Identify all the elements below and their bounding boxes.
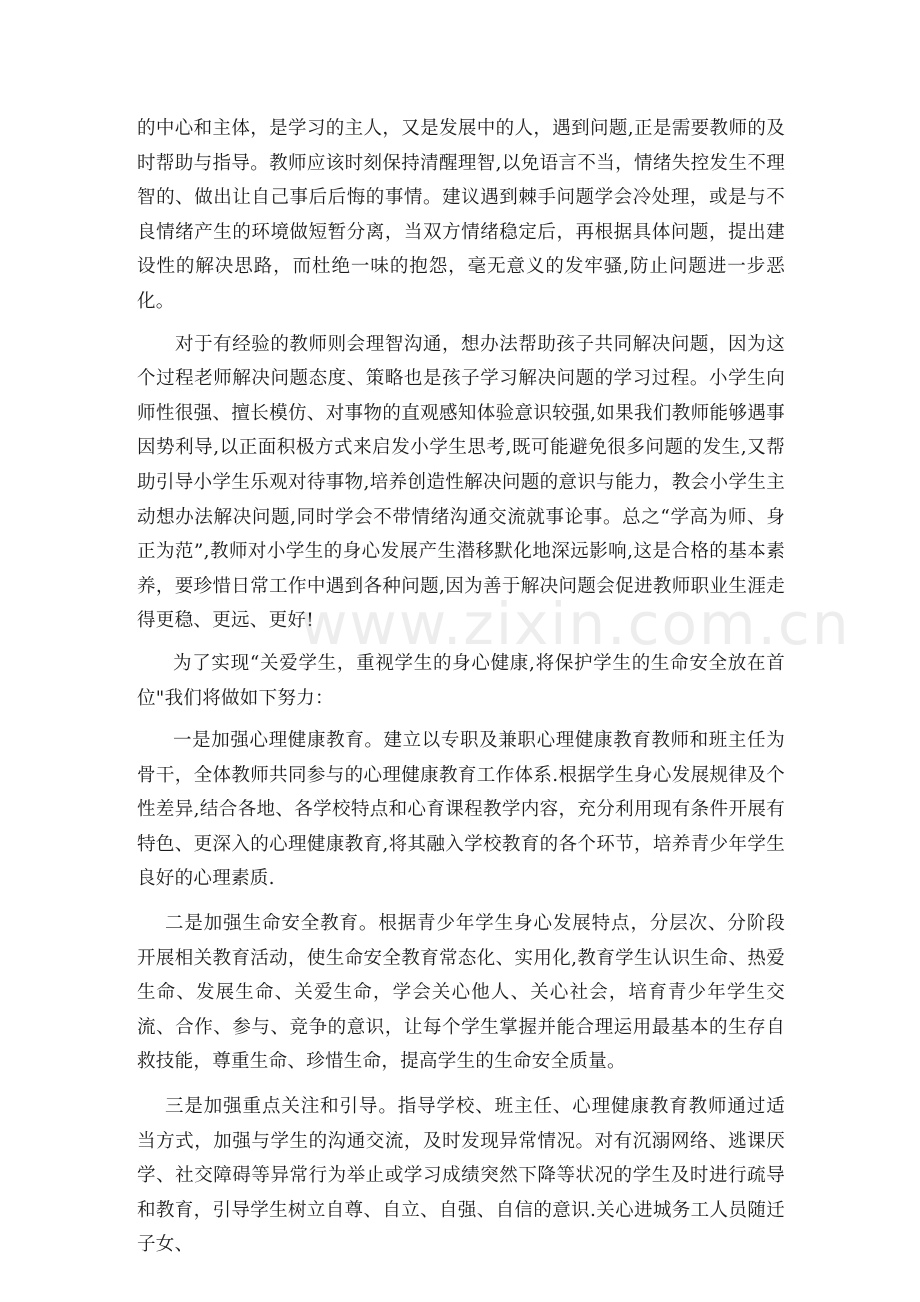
document-body xyxy=(137,112,785,1263)
paragraph-3: 为了实现“关爱学生，重视学生的身心健康,将保护学生的生命安全放在首位"我们将做如下努力： xyxy=(137,652,785,709)
paragraph-2: 对于有经验的教师则会理智沟通，想办法帮助孩子共同解决问题，因为这个过程老师解决问题态度、策略也是孩子学习解决问题的学习过程。小学生向师性很强、擅长模仿、对事物的直观感知体验意识较强,如果我们教师能够遇事因势利导,以正面积极方式来启发小学生思考,既可能避免很多问题的发生,又帮助引导小学生乐观对待事物,培养创造性解决问题的意识与能力，教会小学生主动想办法解决问题,同时学会不带情绪沟通交流就事论事。总之“学高为师、身正为范”,教师对小学生的身心发展产生潜移默化地深远影响,这是合格的基本素养，要珍惜日常工作中遇到各种问题,因为善于解决问题会促进教师职业生涯走得更稳、更远、更好! xyxy=(137,333,785,632)
paragraph-4: 一是加强心理健康教育。建立以专职及兼职心理健康教育教师和班主任为骨干，全体教师共同参与的心理健康教育工作体系.根据学生身心发展规律及个性差异,结合各地、各学校特点和心育课程教学内容，充分利用现有条件开展有特色、更深入的心理健康教育,将其融入学校教育的各个环节，培养青少年学生良好的心理素质. xyxy=(137,730,785,890)
watermark: www.zixin.com.cn xyxy=(300,590,851,658)
paragraph-5: 二是加强生命安全教育。根据青少年学生身心发展特点，分层次、分阶段开展相关教育活动，使生命安全教育常态化、实用化,教育学生认识生命、热爱生命、发展生命、关爱生命，学会关心他人、关心社会，培育青少年学生交流、合作、参与、竞争的意识，让每个学生掌握并能合理运用最基本的生存自救技能，尊重生命、珍惜生命，提高学生的生命安全质量。 xyxy=(137,913,785,1073)
paragraph-6: 三是加强重点关注和引导。指导学校、班主任、心理健康教育教师通过适当方式，加强与学生的沟通交流，及时发现异常情况。对有沉溺网络、逃课厌学、社交障碍等异常行为举止或学习成绩突然下降等状况的学生及时进行疏导和教育，引导学生树立自尊、自立、自强、自信的意识.关心进城务工人员随迁子女、 xyxy=(137,1096,785,1256)
paragraph-1: 的中心和主体，是学习的主人，又是发展中的人，遇到问题,正是需要教师的及时帮助与指导。教师应该时刻保持清醒理智,以免语言不当，情绪失控发生不理智的、做出让自己事后后悔的事情。建议遇到棘手问题学会冷处理，或是与不良情绪产生的环境做短暂分离，当双方情绪稳定后，再根据具体问题，提出建设性的解决思路，而杜绝一味的抱怨，毫无意义的发牢骚,防止问题进一步恶化。 xyxy=(137,118,785,312)
